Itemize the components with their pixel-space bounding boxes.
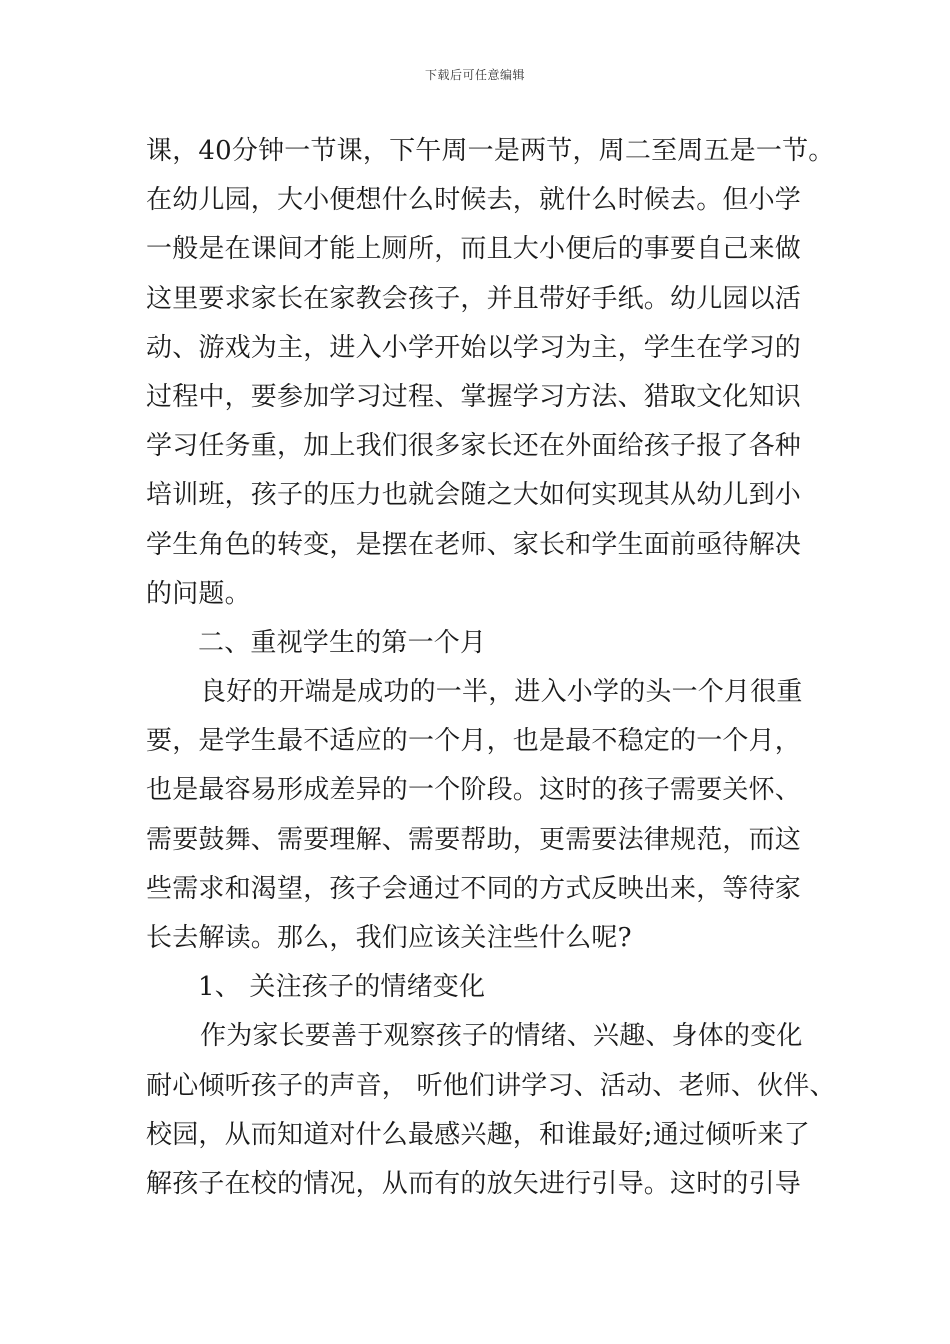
text-line: 耐心倾听孩子的声音， 听他们讲学习、活动、老师、伙伴、 (146, 1070, 836, 1101)
text-line: 培训班，孩子的压力也就会随之大如何实现其从幼儿到小 (146, 480, 802, 511)
text-line: 学习任务重，加上我们很多家长还在外面给孩子报了各种 (146, 431, 802, 462)
text-line: 要，是学生最不适应的一个月，也是最不稳定的一个月， (146, 726, 802, 757)
text-line: 解孩子在校的情况，从而有的放矢进行引导。这时的引导 (146, 1168, 802, 1199)
text-line: 的问题。 (146, 578, 251, 609)
text-line: 校园，从而知道对什么最感兴趣，和谁最好;通过倾听来了 (146, 1119, 810, 1150)
text-line: 长去解读。那么，我们应该关注些什么呢? (146, 923, 632, 953)
text-line: 在幼儿园，大小便想什么时候去，就什么时候去。但小学 (146, 185, 802, 216)
page-header: 下载后可任意编辑 (424, 68, 525, 82)
document-body (146, 127, 836, 1209)
section-heading: 二、重视学生的第一个月 (198, 627, 487, 658)
text-line: 动、游戏为主，进入小学开始以学习为主，学生在学习的 (146, 332, 802, 363)
text-line: 作为家长要善于观察孩子的情绪、兴趣、身体的变化 (200, 1021, 803, 1052)
text-line: 过程中，要参加学习过程、掌握学习方法、猎取文化知识 (146, 381, 802, 412)
text-line: 也是最容易形成差异的一个阶段。这时的孩子需要关怀、 (146, 775, 802, 806)
text-line: 这里要求家长在家教会孩子，并且带好手纸。幼儿园以活 (146, 283, 802, 314)
text-line: 需要鼓舞、需要理解、需要帮助，更需要法律规范，而这 (146, 824, 802, 855)
text-line: 良好的开端是成功的一半，进入小学的头一个月很重 (200, 677, 803, 708)
text-line: 学生角色的转变，是摆在老师、家长和学生面前亟待解决 (146, 529, 802, 560)
text-line: 些需求和渴望，孩子会通过不同的方式反映出来，等待家 (146, 873, 802, 904)
text-line: 一般是在课间才能上厕所，而且大小便后的事要自己来做 (146, 234, 802, 265)
subsection-heading: 1、 关注孩子的情绪变化 (198, 972, 486, 1003)
text-line: 课，40分钟一节课，下午周一是两节，周二至周五是一节。 (146, 136, 835, 166)
